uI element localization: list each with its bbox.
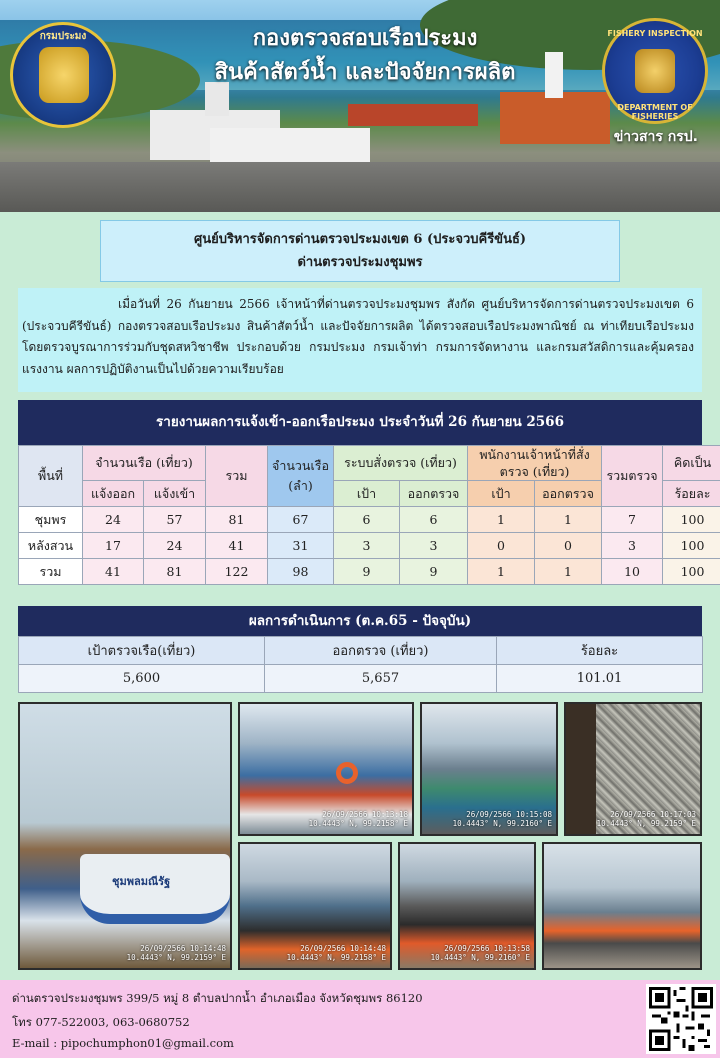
- photo-timestamp: 26/09/2566 10:14:48 10.4443° N, 99.2158° E: [286, 944, 386, 962]
- cell-total: 81: [206, 507, 268, 533]
- photo-timestamp: 26/09/2566 10:17:03 10.4443° N, 99.2159° E: [596, 810, 696, 828]
- emblem-icon: [39, 47, 89, 103]
- cell-total-inspected: 10: [602, 559, 663, 585]
- results-header-row: [19, 637, 703, 665]
- footer-email: E-mail : pipochumphon01@gmail.com: [12, 1036, 234, 1050]
- cell-area: หลังสวน: [19, 533, 83, 559]
- banner-title-line1: กองตรวจสอบเรือประมง: [252, 26, 478, 51]
- logo-text-top: FISHERY INSPECTION: [607, 29, 703, 38]
- header-boat-trips: จำนวนเรือ (เที่ยว): [83, 446, 206, 481]
- table-row: [19, 533, 720, 559]
- header-percent: ร้อยละ: [663, 481, 720, 507]
- roof: [348, 104, 478, 126]
- hold-wall: [566, 704, 596, 836]
- cell-boats: 31: [268, 533, 334, 559]
- banner-title-line2: สินค้าสัตว์น้ำ และปัจจัยการผลิต: [214, 60, 516, 85]
- results-value-target: 5,600: [19, 665, 265, 693]
- emblem-icon: [635, 49, 675, 93]
- results-value-inspected: 5,657: [265, 665, 497, 693]
- photo-timestamp: 26/09/2566 10:14:48 10.4443° N, 99.2159° E: [126, 944, 226, 962]
- footer: [0, 980, 720, 1058]
- boat-name: ชุมพลมณีรัฐ: [112, 875, 171, 888]
- photo-timestamp: 26/09/2566 10:15:08 10.4443° N, 99.2160° E: [452, 810, 552, 828]
- cell-off-inspected: 0: [535, 533, 602, 559]
- header-depart: แจ้งออก: [83, 481, 144, 507]
- header-boats-unit: (ลำ): [288, 478, 313, 493]
- qr-code-icon: [646, 984, 716, 1054]
- results-header-percent: ร้อยละ: [497, 637, 703, 665]
- footer-address: ด่านตรวจประมงชุมพร 399/5 หมู่ 8 ตำบลปากน้ำ อำเภอเมือง จังหวัดชุมพร 86120: [12, 991, 423, 1005]
- header-banner: [0, 0, 720, 212]
- fishery-inspection-logo: [602, 18, 708, 124]
- photo-fish-catch: [564, 702, 702, 836]
- header-total-inspected: รวมตรวจ: [602, 446, 663, 507]
- news-label: ข่าวสาร กรป.: [613, 129, 698, 145]
- cell-boats: 67: [268, 507, 334, 533]
- cell-depart: 24: [83, 507, 144, 533]
- temple-building: [500, 92, 610, 144]
- report-table-section: [18, 400, 712, 585]
- cell-sys-target: 3: [334, 533, 400, 559]
- road: [0, 162, 720, 212]
- header-officer-order: พนักงานเจ้าหน้าที่สั่งตรวจ (เที่ยว): [468, 446, 602, 481]
- header-arrive: แจ้งเข้า: [144, 481, 206, 507]
- results-value-row: [19, 665, 703, 693]
- cell-off-target: 0: [468, 533, 535, 559]
- office-title-line1: ศูนย์บริหารจัดการด่านตรวจประมงเขต 6 (ประจวบคีรีขันธ์): [193, 232, 527, 247]
- office-title-box: [100, 220, 620, 282]
- table-row-total: [19, 559, 720, 585]
- results-header-target: เป้าตรวจเรือ(เที่ยว): [19, 637, 265, 665]
- header-sys-target: เป้า: [334, 481, 400, 507]
- results-title: ผลการดำเนินการ (ต.ค.65 - ปัจจุบัน): [18, 606, 702, 636]
- cell-percent: 100: [663, 533, 720, 559]
- banner-title: [150, 22, 580, 90]
- news-paragraph-text: เมื่อวันที่ 26 กันยายน 2566 เจ้าหน้าที่ด่านตรวจประมงชุมพร สังกัด ศูนย์บริหารจัดการด่านตรวจประมงเขต 6 (ประจวบคีรีขันธ์) กองตรวจสอบเรือประมง สินค้าสัตว์น้ำ และปัจจัยการผลิต ได้ตรวจสอบเรือประมงพาณิชย์ ณ ท่าเทียบเรือประมง โดยตรวจบูรณาการร่วมกับชุดสหวิชาชีพ ประกอบด้วย กรมประมง กรมเจ้าท่า กรมการจัดหางาน และกรมสวัสดิการและคุ้มครองแรงงาน ผลการปฏิบัติงานเป็นไปด้วยความเรียบร้อย: [22, 297, 694, 376]
- header-off-inspected: ออกตรวจ: [535, 481, 602, 507]
- qr-code-graphic: [649, 987, 713, 1051]
- cell-total: 122: [206, 559, 268, 585]
- cell-depart: 41: [83, 559, 144, 585]
- cell-off-inspected: 1: [535, 559, 602, 585]
- photo-fishing-boat: [18, 702, 232, 970]
- cell-arrive: 81: [144, 559, 206, 585]
- cell-total-inspected: 7: [602, 507, 663, 533]
- results-header-inspected: ออกตรวจ (เที่ยว): [265, 637, 497, 665]
- results-table: [18, 636, 703, 693]
- photo-timestamp: 26/09/2566 10:13:18 10.4443° N, 99.2158° E: [308, 810, 408, 828]
- logo-text: กรมประมง: [39, 31, 87, 42]
- cell-total: 41: [206, 533, 268, 559]
- cell-sys-inspected: 6: [400, 507, 468, 533]
- table-row: [19, 507, 720, 533]
- cell-off-target: 1: [468, 559, 535, 585]
- news-paragraph: [18, 288, 702, 392]
- cell-depart: 17: [83, 533, 144, 559]
- report-table: [18, 445, 720, 585]
- header-boats-label: จำนวนเรือ: [272, 458, 329, 473]
- photo-fishing-nets: [420, 702, 558, 836]
- photo-officers-inspection: [238, 842, 392, 970]
- footer-phone: โทร 077-522003, 063-0680752: [12, 1015, 190, 1029]
- department-logo: [10, 22, 116, 128]
- cell-percent: 100: [663, 559, 720, 585]
- header-total: รวม: [206, 446, 268, 507]
- cell-sys-target: 6: [334, 507, 400, 533]
- cell-off-inspected: 1: [535, 507, 602, 533]
- cell-off-target: 1: [468, 507, 535, 533]
- cell-sys-inspected: 9: [400, 559, 468, 585]
- cell-sys-inspected: 3: [400, 533, 468, 559]
- header-percent-label: คิดเป็น: [663, 446, 720, 481]
- photo-crew-group: [542, 842, 702, 970]
- cell-area: ชุมพร: [19, 507, 83, 533]
- header-area: พื้นที่: [19, 446, 83, 507]
- office-title-line2: ด่านตรวจประมงชุมพร: [297, 255, 423, 270]
- cell-arrive: 57: [144, 507, 206, 533]
- photo-boat-cabin: [238, 702, 414, 836]
- cell-sys-target: 9: [334, 559, 400, 585]
- lifebuoy-icon: [336, 762, 358, 784]
- photo-document-check: [398, 842, 536, 970]
- cell-area: รวม: [19, 559, 83, 585]
- cell-boats: 98: [268, 559, 334, 585]
- results-section: [18, 606, 702, 693]
- report-title: รายงานผลการแจ้งเข้า-ออกเรือประมง ประจำวันที่ 26 กันยายน 2566: [18, 400, 702, 445]
- logo-text-bottom: DEPARTMENT OF FISHERIES: [617, 103, 693, 121]
- results-value-percent: 101.01: [497, 665, 703, 693]
- cell-percent: 100: [663, 507, 720, 533]
- header-boats: [268, 446, 334, 507]
- cell-total-inspected: 3: [602, 533, 663, 559]
- photo-timestamp: 26/09/2566 10:13:58 10.4443° N, 99.2160° E: [430, 944, 530, 962]
- header-off-target: เป้า: [468, 481, 535, 507]
- cell-arrive: 24: [144, 533, 206, 559]
- header-order-system: ระบบสั่งตรวจ (เที่ยว): [334, 446, 468, 481]
- header-sys-inspected: ออกตรวจ: [400, 481, 468, 507]
